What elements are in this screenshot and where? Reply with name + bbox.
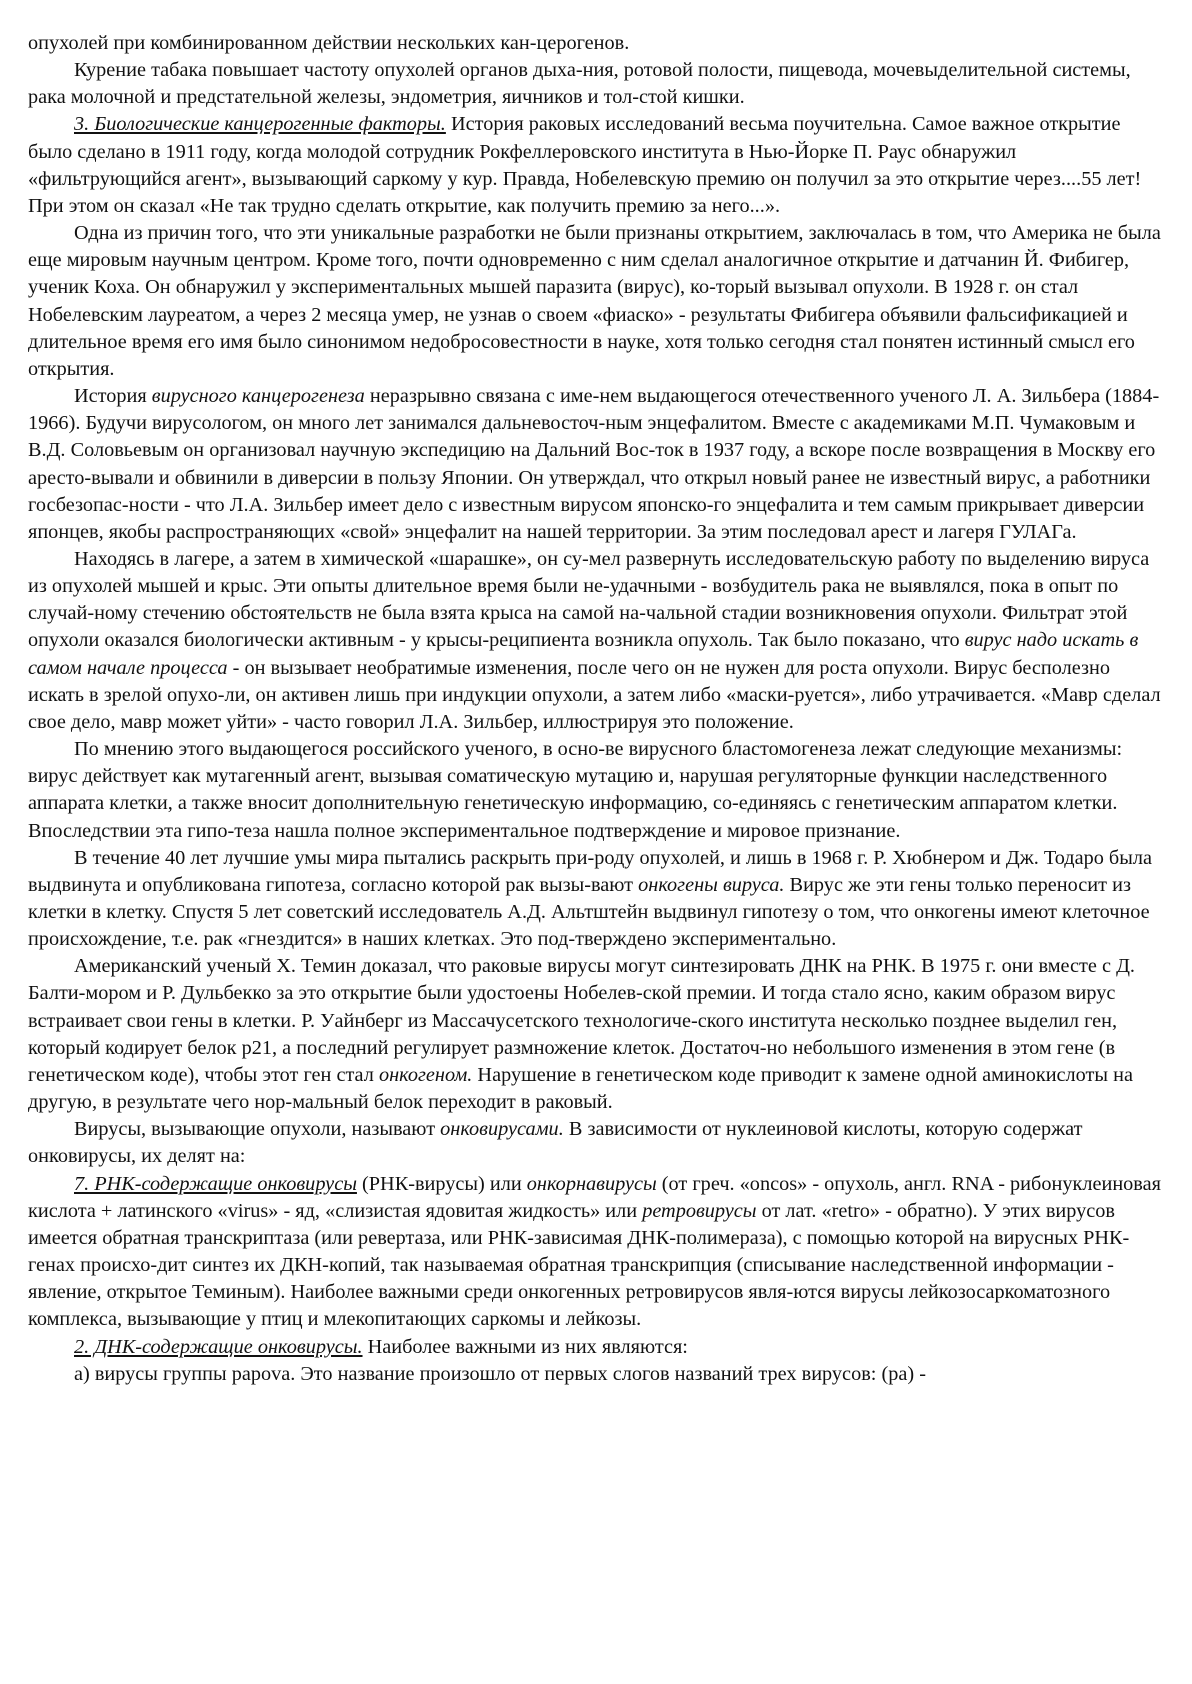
- italic-term: онкорнавирусы: [526, 1172, 657, 1195]
- paragraph-text: Курение табака повышает частоту опухолей органов дыха-ния, ротовой полости, пищевода, мочевыделительной системы, рака молочной и предстательной железы, эндометрия, яичников и тол-стой кишки.: [28, 59, 1131, 109]
- paragraph: [28, 1334, 1168, 1361]
- paragraph-text: Вирус же эти гены только переносит из клетки в клетку. Спустя 5 лет советский исследователь А.Д. Альтштейн выдвинул гипотезу о том, что онкогены имеют клеточное происхождение, т.е. рак «гнездится» в наших клетках. Это под-тверждено экспериментально.: [28, 873, 1150, 951]
- paragraph: [28, 383, 1168, 546]
- paragraph: [28, 1116, 1168, 1170]
- paragraph-text: - он вызывает необратимые изменения, после чего он не нужен для роста опухоли. Вирус бесполезно искать в зрелой опухо-ли, он активен лишь при индукции опухоли, а затем либо «маски-руется», либо утрачивается. «Мавр сделал свое дело, мавр может уйти» - часто говорил Л.А. Зильбер, иллюстрируя это положение.: [28, 656, 1161, 733]
- paragraph: [28, 220, 1168, 383]
- italic-term: вирусного канцерогенеза: [151, 385, 365, 408]
- paragraph-text: опухолей при комбинированном действии нескольких кан-церогенов.: [28, 32, 630, 54]
- paragraph: [28, 546, 1168, 736]
- paragraph-text: Наиболее важными из них являются:: [362, 1335, 688, 1358]
- paragraph: [28, 953, 1168, 1116]
- paragraph: [28, 845, 1168, 954]
- paragraph-text: По мнению этого выдающегося российского ученого, в осно-ве вирусного бластомогенеза лежат следующие механизмы: вирус действует как мутагенный агент, вызывая соматическую мутацию и, нарушая регуляторные функции наследственного аппарата клетки, а также вносит дополнительную генетическую информацию, со-единяясь с генетическим аппаратом клетки. Впоследствии эта гипо-теза нашла полное экспериментальное подтверждение и мировое признание.: [28, 738, 1123, 842]
- paragraph: [28, 111, 1168, 220]
- paragraph-text: неразрывно связана с име-нем выдающегося отечественного ученого Л. А. Зильбера (1884-1966). Будучи вирусологом, он много лет занимался дальневосточ-ным энцефалитом. Вместе с академиками М.П. Чумаковым и В.Д. Соловьевым он организовал научную экспедицию на Дальний Вос-ток в 1937 году, а вскоре после возвращения в Москву его аресто-вывали и обвинили в диверсии в пользу Японии. Он утверждал, что открыл новый ранее не известный вирус, а работники госбезопас-ности - что Л.А. Зильбер имеет дело с известным вирусом японско-го энцефалита и тем самым прикрывает диверсии японцев, якобы распространяющих «свой» энцефалит на нашей территории. За этим последовал арест и лагеря ГУЛАГа.: [28, 385, 1160, 543]
- paragraph-text: (РНК-вирусы) или: [356, 1172, 527, 1195]
- paragraph-text: Вирусы, вызывающие опухоли, называют: [74, 1118, 441, 1141]
- section-heading: 2. ДНК-содержащие онковирусы.: [74, 1335, 363, 1358]
- paragraph-text: В течение 40 лет лучшие умы мира пытались раскрыть при-роду опухолей, и лишь в 1968 г. Р. Хюбнером и Дж. Тодаро была выдвинута и опубликована гипотеза, согласно которой рак вызы-вают: [28, 846, 1153, 896]
- italic-term: онковирусами.: [440, 1118, 564, 1141]
- section-heading: 3. Биологические канцерогенные факторы.: [74, 113, 446, 136]
- paragraph-text: История раковых исследований весьма поучительна. Самое важное открытие было сделано в 1911 году, когда молодой сотрудник Рокфеллеровского института в Нью-Йорке П. Раус обнаружил «фильтрующийся агент», вызывающий саркому у кур. Правда, Нобелевскую премию он получил за это открытие через....55 лет! При этом он сказал «Не так трудно сделать открытие, как получить премию за него...».: [28, 113, 1142, 217]
- italic-term: онкогены вируса.: [638, 873, 785, 896]
- paragraph-text: (от греч. «oncos» - опухоль, англ. RNA - рибонуклеиновая кислота + латинского «virus» - яд, «слизистая ядовитая жидкость» или: [28, 1172, 1161, 1222]
- paragraph-text: Одна из причин того, что эти уникальные разработки не были признаны открытием, заключалась в том, что Америка не была еще мировым научным центром. Кроме того, почти одновременно с ним сделал аналогичное открытие и датчанин Й. Фибигер, ученик Коха. Он обнаружил у экспериментальных мышей паразита (вирус), ко-торый вызывал опухоли. В 1928 г. он стал Нобелевским лауреатом, а через 2 месяца умер, не узнав о своем «фиаско» - результаты Фибигера объявили фальсификацией и длительное время его имя было синонимом недобросовестности в науке, хотя только сегодня стал понятен истинный смысл его открытия.: [28, 222, 1161, 380]
- paragraph-text: История: [74, 385, 152, 408]
- paragraph: [28, 30, 1168, 57]
- italic-term: ретровирусы: [642, 1199, 757, 1222]
- italic-term: вирус надо искать в самом начале процесса: [28, 629, 1139, 679]
- paragraph-text: Американский ученый X. Темин доказал, что раковые вирусы могут синтезировать ДНК на РНК. В 1975 г. они вместе с Д. Балти-мором и Р. Дульбекко за это открытие были удостоены Нобелев-ской премии. И тогда стало ясно, каким образом вирус встраивает свои гены в клетки. Р. Уайнберг из Массачусетского технологиче-ского института несколько позднее выделил ген, который кодирует белок р21, а последний регулирует размножение клеток. Достаточ-но небольшого изменения в этом гене (в генетическом коде), чтобы этот ген стал: [28, 955, 1135, 1086]
- section-heading: 7. РНК-содержащие онковирусы: [74, 1172, 357, 1195]
- paragraph-text: а) вирусы группы papova. Это название произошло от первых слогов названий трех вирусов: (pa) -: [74, 1362, 926, 1385]
- paragraph-text: В зависимости от нуклеиновой кислоты, которую содержат онковирусы, их делят на:: [28, 1118, 1083, 1168]
- paragraph: [28, 1171, 1168, 1334]
- paragraph: [28, 1361, 1168, 1388]
- paragraph-text: Находясь в лагере, а затем в химической «шарашке», он су-мел развернуть исследовательскую работу по выделению вируса из опухолей мышей и крыс. Эти опыты длительное время были не-удачными - возбудитель рака не выявлялся, пока в опыт по случай-ному стечению обстоятельств не была взята крыса на самой на-чальной стадии возникновения опухоли. Фильтрат этой опухоли оказался биологически активным - у крысы-реципиента возникла опухоль. Так было показано, что: [28, 547, 1150, 652]
- paragraph-text: Нарушение в генетическом коде приводит к замене одной аминокислоты на другую, в результате чего нор-мальный белок переходит в раковый.: [28, 1063, 1133, 1114]
- paragraph: [28, 57, 1168, 111]
- document-page: [28, 30, 1168, 1388]
- paragraph: [28, 736, 1168, 845]
- paragraph-text: от лат. «retro» - обратно). У этих вирусов имеется обратная транскриптаза (или ревертаза, или РНК-зависимая ДНК-полимераза), с помощью которой на вирусных РНК-генах происхо-дит синтез их ДКН-копий, так называемая обратная транскрипция (списывание наследственной информации - явление, открытое Теминым). Наиболее важными среди онкогенных ретровирусов явля-ются вирусы лейкозосаркоматозного комплекса, вызывающие у птиц и млекопитающих саркомы и лейкозы.: [28, 1199, 1130, 1331]
- italic-term: онкогеном.: [378, 1063, 473, 1086]
